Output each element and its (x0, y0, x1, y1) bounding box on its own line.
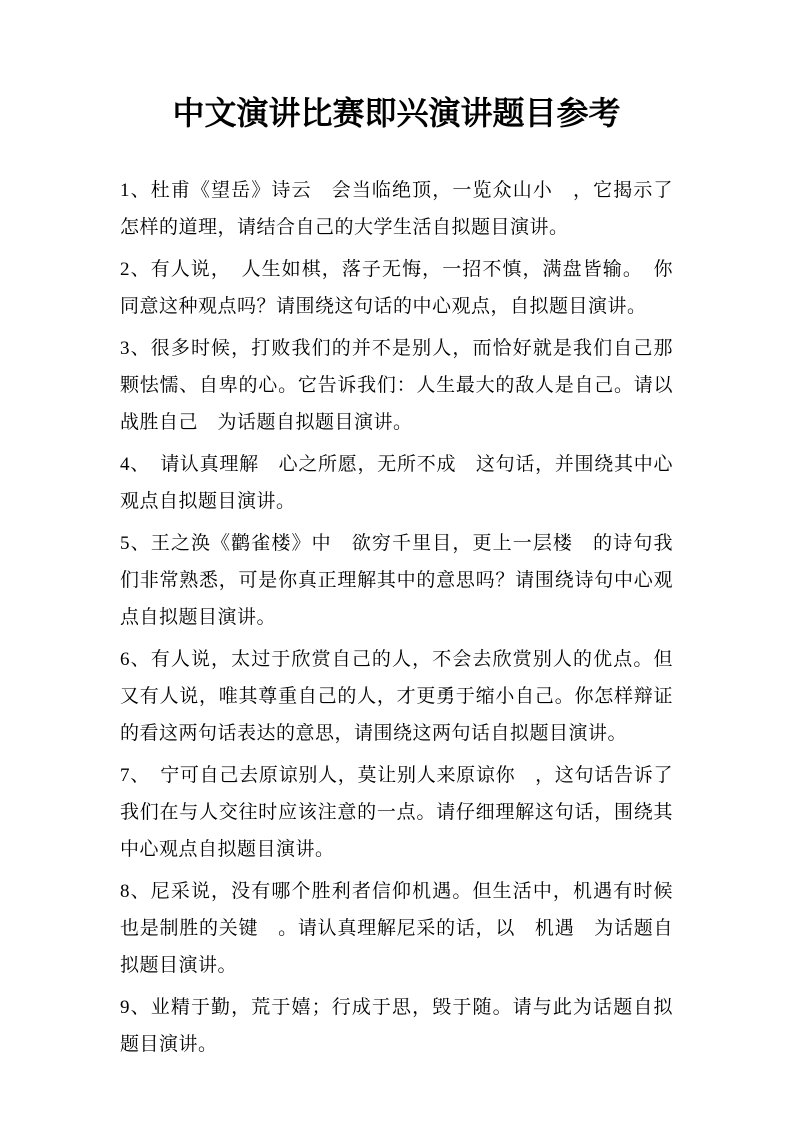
topic-paragraph-9: 9、业精于勤，荒于嬉；行成于思，毁于随。请与此为话题自拟题目演讲。 (120, 997, 673, 1055)
topic-paragraph-6: 6、有人说，太过于欣赏自己的人，不会去欣赏别人的优点。但又有人说，唯其尊重自己的人，才更勇于缩小自己。你怎样辩证的看这两句话表达的意思，请围绕这两句话自拟题目演讲。 (120, 649, 673, 744)
topic-paragraph-4: 4、 请认真理解 心之所愿，无所不成 这句话，并围绕其中心观点自拟题目演讲。 (120, 454, 673, 512)
topic-paragraph-2: 2、有人说， 人生如棋，落子无悔，一招不慎，满盘皆输。 你同意这种观点吗？请围绕这句话的中心观点，自拟题目演讲。 (120, 259, 673, 317)
document-title: 中文演讲比赛即兴演讲题目参考 (172, 95, 621, 131)
topic-paragraph-1: 1、杜甫《望岳》诗云 会当临绝顶，一览众山小 ，它揭示了怎样的道理，请结合自己的大学生活自拟题目演讲。 (120, 180, 673, 238)
topic-paragraph-7: 7、 宁可自己去原谅别人，莫让别人来原谅你 ，这句话告诉了我们在与人交往时应该注意的一点。请仔细理解这句话，围绕其中心观点自拟题目演讲。 (120, 765, 673, 860)
topic-paragraph-5: 5、王之涣《鹳雀楼》中 欲穷千里目，更上一层楼 的诗句我们非常熟悉，可是你真正理解其中的意思吗？请围绕诗句中心观点自拟题目演讲。 (120, 533, 673, 628)
topic-paragraph-3: 3、很多时候，打败我们的并不是别人，而恰好就是我们自己那颗怯懦、自卑的心。它告诉我们：人生最大的敌人是自己。请以 战胜自己 为话题自拟题目演讲。 (120, 338, 693, 433)
document-body (120, 172, 693, 1063)
topic-paragraph-8: 8、尼采说，没有哪个胜利者信仰机遇。但生活中，机遇有时候也是制胜的关键 。请认真理解尼采的话，以 机遇 为话题自拟题目演讲。 (120, 881, 673, 976)
